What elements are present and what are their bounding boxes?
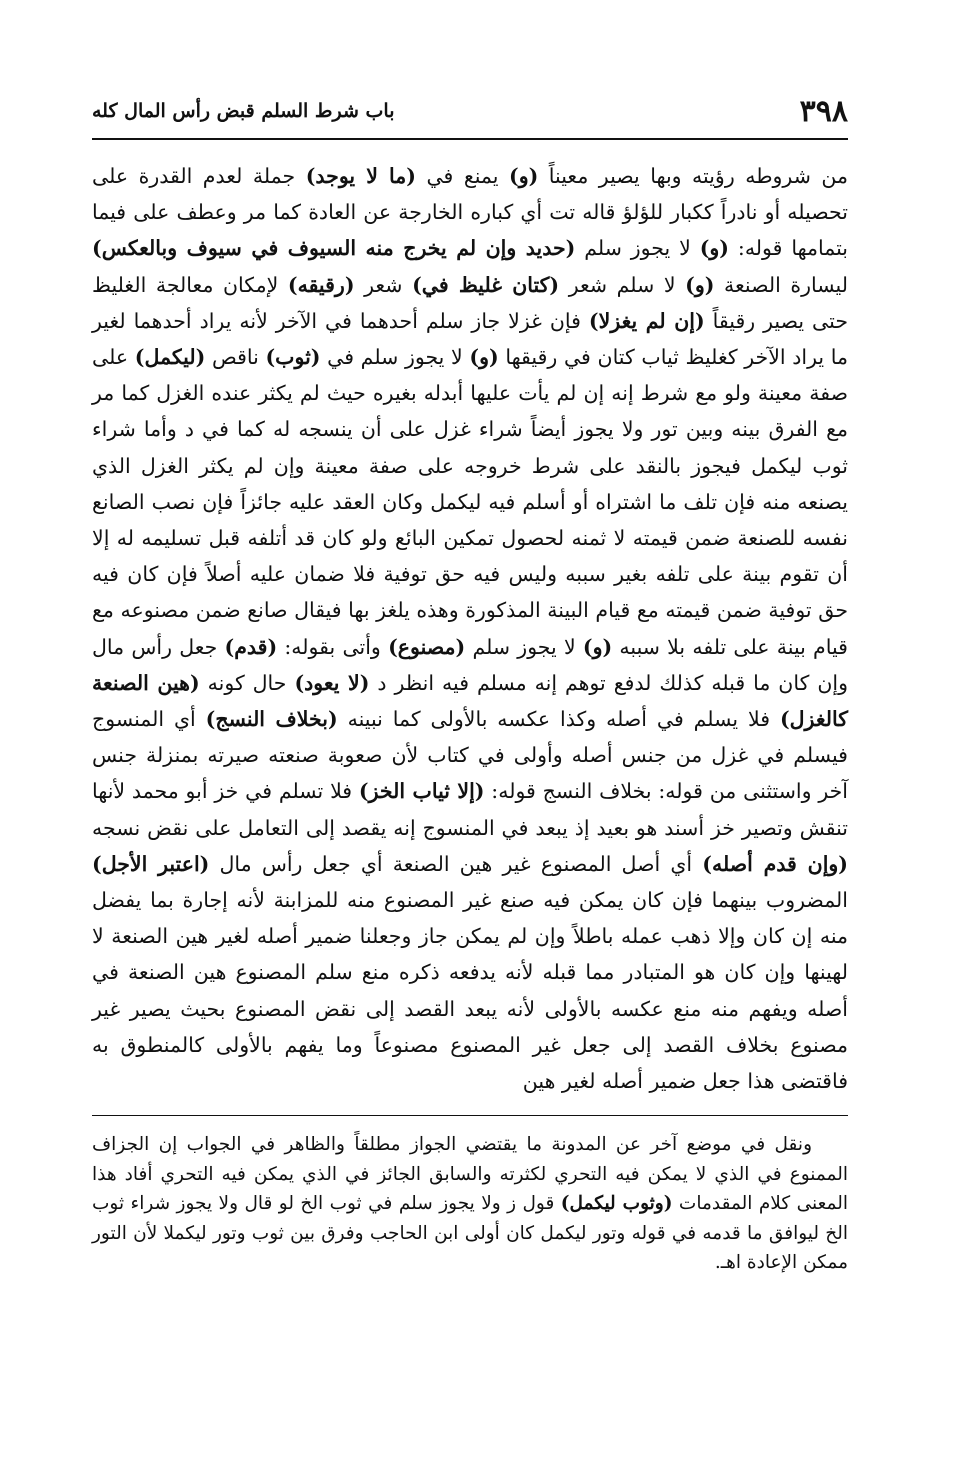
main-bold-term: (اعتبر الأجل) [92,851,210,876]
main-bold-term: (إن لم يغزلا) [588,308,705,333]
main-text-run: ناقص [205,345,266,370]
footnote [92,1130,848,1278]
page-header [92,92,848,140]
main-text-run: فلا تسلم في خز أبو محمد لأنها تنقش وتصير خز أسند هو بعيد إذ يبعد في المنسوج إنه يقصد إلى التعامل على نقض نسجه [92,779,848,840]
footnote-separator [92,1115,848,1116]
main-text-run: لا يجوز سلم [575,236,700,261]
main-text-run: لا يجوز سلم في [320,345,470,370]
main-bold-term: (قدم) [224,634,278,659]
main-bold-term: (إلا ثياب الخز) [358,779,485,804]
main-text-run: فإن غزلا جاز سلم أحدهما في الآخر لأنه يراد أحدهما لغير ما يراد الآخر كغليظ ثياب كتان في رقيقها [92,308,848,370]
main-text [92,158,848,1099]
main-bold-term: (حديد وإن لم يخرج منه السيوف في سيوف وبالعكس) [92,236,576,261]
footnote-text-run: ونقل في موضع آخر عن المدونة ما يقتضي الجواز مطلقاً والظاهر في الجواب إن الجزاف الممنوع في الذي لا يمكن فيه التحري لكثرته والسابق الجائز في الذي يمكن فيه التحري أفاد هذا المعنى كلام المقدمات [92,1134,848,1215]
footnote-text-run: قول ز ولا يجوز سلم في ثوب الخ لو قال ولا يجوز شراء ثوب الخ ليوافق ما قدمه في قوله وتور ليكمل كان أولى ابن الحاجب وفرق بين ثوب وتور ليكملا لأن التور ممكن الإعادة اهـ. [92,1193,848,1274]
main-text-run: جعل رأس مال وإن كان ما قبله كذلك لدفع توهم إنه مسلم فيه انظر د [92,634,848,695]
page [92,92,848,1278]
main-text-run: فلا يسلم في أصله وكذا عكسه بالأولى كما نبينه [337,707,780,732]
main-text-run: جملة لعدم القدرة على تحصيله أو نادراً ككبار للؤلؤ قاله تت أي كباره الخارجة عن العادة كما مر وعطف على فيما بتمامها قوله: [92,164,849,261]
main-bold-term: (ما لا يوجد) [305,164,416,188]
footnote-bold-term: (وثوب ليكمل) [560,1193,673,1215]
main-text-run: وأتى بقوله: [277,634,389,659]
footnote-paragraph [92,1130,848,1278]
main-text-run: لا يجوز سلم [465,634,583,659]
main-bold-term: (ثوب) [265,345,321,370]
main-bold-term: (لا يعود) [294,670,370,695]
main-bold-term: (كتان غليظ في) [412,272,560,297]
main-bold-term: (بخلاف النسج) [205,707,338,732]
main-paragraph [92,158,848,1099]
main-text-run: شعر [354,272,413,297]
main-text-run: حال كونه [199,670,295,695]
main-text-run: لا سلم شعر [559,272,686,297]
main-text-run: على صفة معينة ولو مع شرط إنه إن لم يأت عليها أبدله بغيره حيث لم يكثر عنده الغزل كما مر مع الفرق بينه وبين تور ولا يجوز أيضاً شراء غزل على أن ينسجه له كما في د وأما شراء ثوب ليكمل فيجوز بالنقد على شرط خروجه على صفة معينة وإن لم يكثر الغزل الذي يصنعه منه فإن تلف ما اشتراه أو أسلم فيه ليكمل وكان العقد عليه جائزاً فإن نصب الصانع نفسه للصنعة ضمن قيمته لا ثمنه لحصول تمكين البائع ولو كان قد أتلفه قبل تسليمه له إلا أن تقوم بينة على تلفه بغير سببه وليس فيه حق توفية فلا ضمان عليه أصلاً فإن كان فيه حق توفية ضمن قيمته مع قيام البينة المذكورة وهذه يلغز بها فيقال صانع ضمن مصنوعه مع قيام بينة على تلفه بلا سببه [92,345,848,659]
main-bold-term: (و) [509,164,539,188]
main-bold-term: (وإن قدم أصله) [702,851,848,876]
main-text-run: أي المنسوج فيسلم في غزل من جنس أصله وأولى في كتاب لأن صعوبة صنعته صيرته بمنزلة جنس آخر واستثنى من قوله: بخلاف النسج قوله: [92,707,848,804]
main-bold-term: (و) [469,345,499,370]
main-bold-term: (رقيقه) [287,272,355,297]
main-text-run: يمنع في [415,164,509,188]
main-bold-term: (ليكمل) [134,345,206,370]
main-text-run: من شروطه رؤيته وبها يصير معيناً [538,164,848,188]
running-title: باب شرط السلم قبض رأس المال كله [92,100,395,122]
main-bold-term: (هين الصنعة كالغزل) [92,670,848,732]
main-text-run: لإمكان معالجة الغليظ حتى يصير رقيقاً [92,272,848,333]
main-text-run: أي أصل المصنوع غير هين الصنعة أي جعل رأس مال [209,851,703,876]
main-text-run: المضروب بينهما فإن كان يمكن فيه صنع غير المصنوع منه للمزابنة لأنه إجارة بما يفضل منه إن كان وإلا ذهب عمله باطلاً وإن لم يمكن جاز وجعلنا ضمير أصله لغير هين الصنعة لا لهينها وإن كان هو المتبادر مما قبله لأنه يدفعه ذكره منع سلم المصنوع هين الصنعة في أصله ويفهم منه منع عكسه بالأولى لأنه يبعد القصد إلى نقض المصنوع بحيث يصير غير مصنوع بخلاف القصد إلى جعل غير المصنوع مصنوعاً وما يفهم بالأولى كالمنطوق به فاقتضى هذا جعل ضمير أصله لغير هين [92,888,848,1094]
main-bold-term: (مصنوع) [388,634,466,659]
page-number: ٣٩٨ [799,94,848,129]
main-text-run: ليسارة الصنعة [714,272,848,297]
main-bold-term: (و) [699,236,730,261]
main-bold-term: (و) [582,634,613,659]
main-bold-term: (و) [685,272,715,297]
